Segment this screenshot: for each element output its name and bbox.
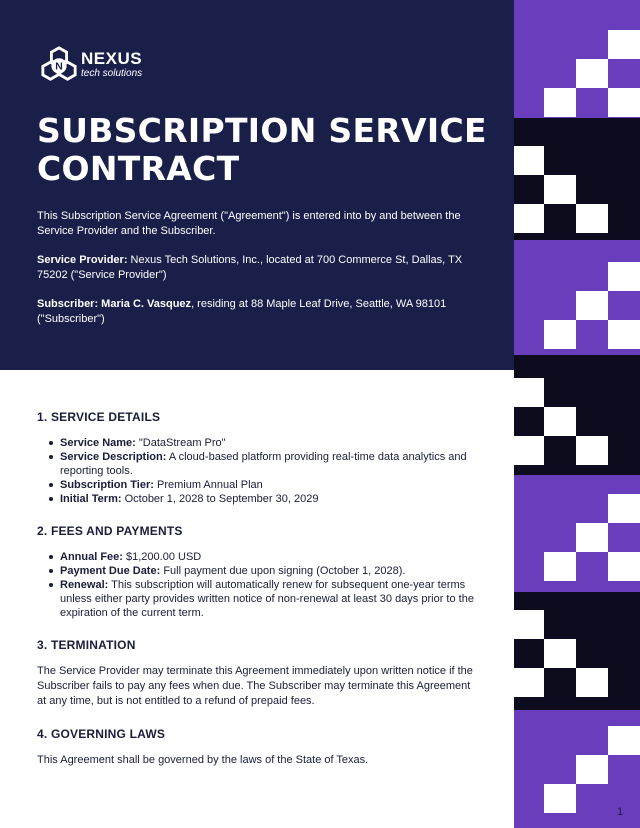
pattern-square [608, 320, 640, 349]
pattern-square [576, 204, 608, 233]
pattern-square [514, 378, 544, 407]
termination-text: The Service Provider may terminate this Agreement immediately upon written notice if the Subscriber fails to pay any fees when due. The Subscriber may terminate this Agreement at any time, but is not entitled to a refund of prepaid fees. [37, 665, 473, 707]
provider-text: Nexus Tech Solutions, Inc., located at 700 Commerce St, Dallas, TX 75202 ("Service Provider") [37, 254, 463, 281]
item-label: Renewal: [60, 579, 109, 591]
page-number: 1 [617, 806, 624, 818]
pattern-square [514, 204, 544, 233]
pattern-square [544, 639, 576, 668]
item-text: Premium Annual Plan [153, 479, 263, 491]
item-label: Subscription Tier: [60, 479, 154, 491]
decorative-pattern [514, 0, 640, 828]
section-service-details [37, 410, 477, 506]
list-item [47, 492, 477, 506]
pattern-square [544, 407, 576, 436]
pattern-square [544, 320, 576, 349]
subscriber-text: , residing at 88 Maple Leaf Drive, Seattle, WA 98101 ("Subscriber") [37, 298, 447, 325]
fees-list [37, 550, 477, 620]
intro-block [37, 209, 482, 341]
logo-name: NEXUS [81, 48, 143, 68]
item-text: A cloud-based platform providing real-time data analytics and reporting tools. [60, 451, 467, 477]
service-list [37, 436, 477, 506]
item-text: Full payment due upon signing (October 1, 2028). [160, 565, 406, 577]
pattern-square [544, 175, 576, 204]
logo-tagline: tech solutions [81, 67, 143, 79]
list-item [47, 578, 477, 620]
provider-label: Service Provider: [37, 254, 128, 266]
pattern-square [608, 552, 640, 581]
header-banner [0, 0, 514, 370]
pattern-square [576, 755, 608, 784]
pattern-square [544, 552, 576, 581]
pattern-square [544, 88, 576, 117]
list-item [47, 450, 477, 478]
pattern-square [576, 436, 608, 465]
pattern-square [608, 262, 640, 291]
list-item [47, 564, 477, 578]
item-label: Annual Fee: [60, 551, 123, 563]
item-label: Service Name: [60, 437, 136, 449]
nexus-hexagon-n-icon [40, 45, 78, 83]
document-title: SUBSCRIPTION SERVICE CONTRACT [37, 111, 487, 188]
pattern-square [544, 784, 576, 813]
list-item [47, 550, 477, 564]
pattern-square [576, 291, 608, 320]
pattern-square [514, 436, 544, 465]
item-text: This subscription will automatically renew for subsequent one-year terms unless either party provides written notice of non-renewal at least 30 days prior to the expiration of the current term. [60, 579, 474, 619]
pattern-square [608, 494, 640, 523]
pattern-square [514, 668, 544, 697]
item-label: Initial Term: [60, 493, 122, 505]
contract-body [37, 410, 477, 786]
list-item [47, 436, 477, 450]
intro-text: This Subscription Service Agreement ("Agreement") is entered into by and between the Service Provider and the Subscriber. [37, 210, 461, 237]
subscriber-paragraph [37, 297, 482, 327]
section-heading: 2. FEES AND PAYMENTS [37, 524, 183, 538]
governing-text: This Agreement shall be governed by the laws of the State of Texas. [37, 754, 369, 766]
list-item [47, 478, 477, 492]
pattern-square [576, 668, 608, 697]
pattern-square [608, 726, 640, 755]
subscriber-label: Subscriber: Maria C. Vasquez [37, 298, 192, 310]
section-heading: 1. SERVICE DETAILS [37, 410, 161, 424]
section-termination [37, 638, 477, 709]
pattern-square [576, 523, 608, 552]
section-fees [37, 524, 477, 620]
section-heading: 3. TERMINATION [37, 638, 136, 652]
item-text: "DataStream Pro" [135, 437, 226, 449]
item-text: October 1, 2028 to September 30, 2029 [121, 493, 319, 505]
pattern-square [514, 146, 544, 175]
company-logo [40, 45, 142, 83]
section-governing-laws [37, 727, 477, 768]
provider-paragraph [37, 253, 482, 283]
item-label: Payment Due Date: [60, 565, 161, 577]
pattern-square [576, 59, 608, 88]
svg-text:N: N [55, 61, 63, 73]
item-text: $1,200.00 USD [122, 551, 202, 563]
section-heading: 4. GOVERNING LAWS [37, 727, 166, 741]
pattern-square [514, 610, 544, 639]
item-label: Service Description: [60, 451, 167, 463]
pattern-square [608, 88, 640, 117]
pattern-square [608, 30, 640, 59]
